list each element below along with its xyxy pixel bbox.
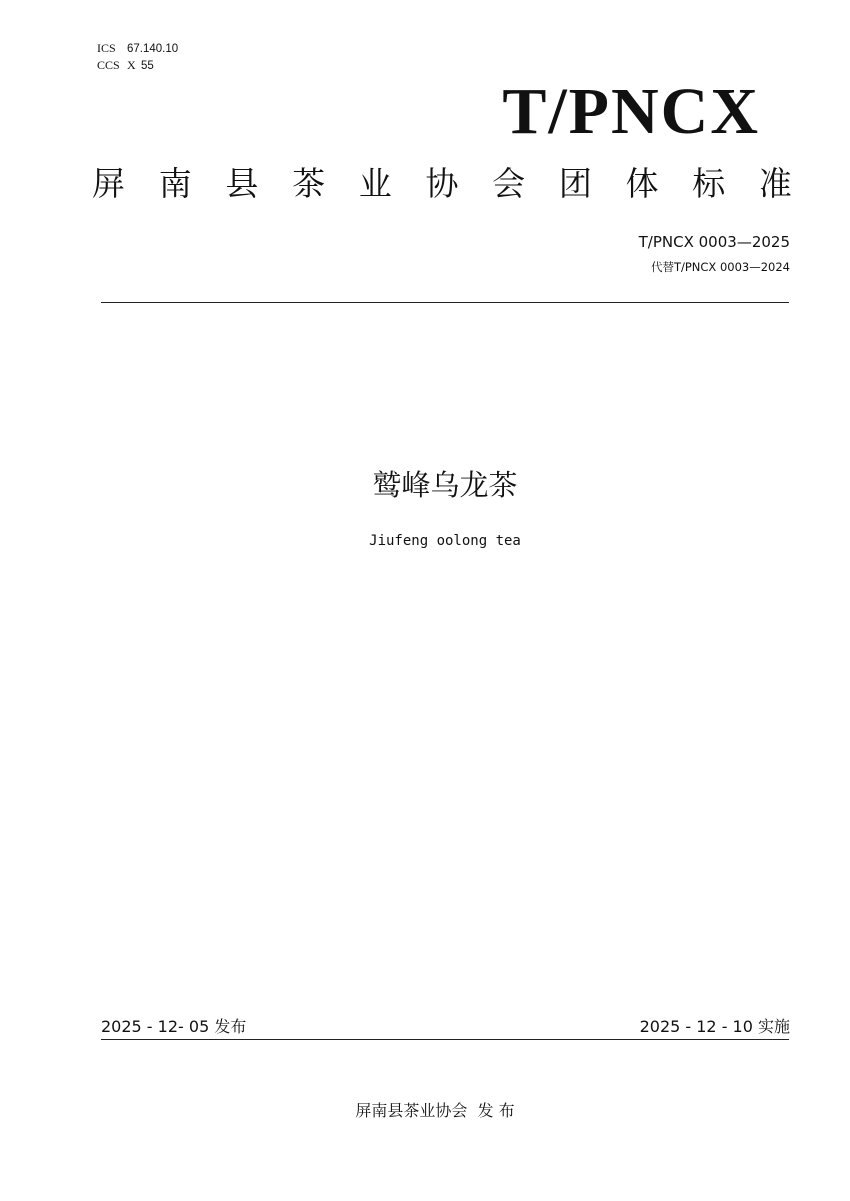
org-char: 标 [692, 164, 726, 203]
ccs-row [97, 57, 178, 74]
ccs-label: CCS [97, 58, 120, 72]
org-char: 南 [158, 164, 192, 203]
org-char: 茶 [292, 164, 326, 203]
ics-label: ICS [97, 41, 116, 55]
organization-standard-heading [92, 162, 792, 206]
ics-row [97, 40, 178, 57]
document-title-cn: 鹫峰乌龙茶 [372, 468, 518, 502]
ccs-value-number: 55 [141, 60, 154, 72]
org-char: 准 [758, 164, 792, 203]
top-divider [101, 302, 789, 303]
publisher: 屏南县茶业协会 发 布 [355, 1101, 515, 1120]
document-title-en: Jiufeng oolong tea [369, 533, 521, 549]
ics-value: 67.140.10 [127, 43, 179, 55]
org-char: 屏 [92, 164, 125, 203]
replaces-standard: 代替T/PNCX 0003—2024 [650, 260, 790, 274]
standard-number: T/PNCX 0003—2025 [638, 233, 790, 251]
standard-brand-code: T/PNCX [502, 75, 760, 148]
issue-date: 2025 - 12- 05 发布 [101, 1017, 247, 1036]
org-char: 协 [425, 164, 459, 203]
org-char: 团 [558, 164, 592, 203]
ccs-value-letter: X [127, 58, 136, 72]
implementation-date: 2025 - 12 - 10 实施 [639, 1017, 790, 1036]
org-char: 会 [492, 164, 526, 203]
org-char: 业 [358, 164, 392, 203]
org-char: 县 [225, 164, 259, 203]
org-char: 体 [625, 164, 659, 203]
classification-codes [97, 40, 178, 74]
bottom-divider [101, 1039, 789, 1040]
